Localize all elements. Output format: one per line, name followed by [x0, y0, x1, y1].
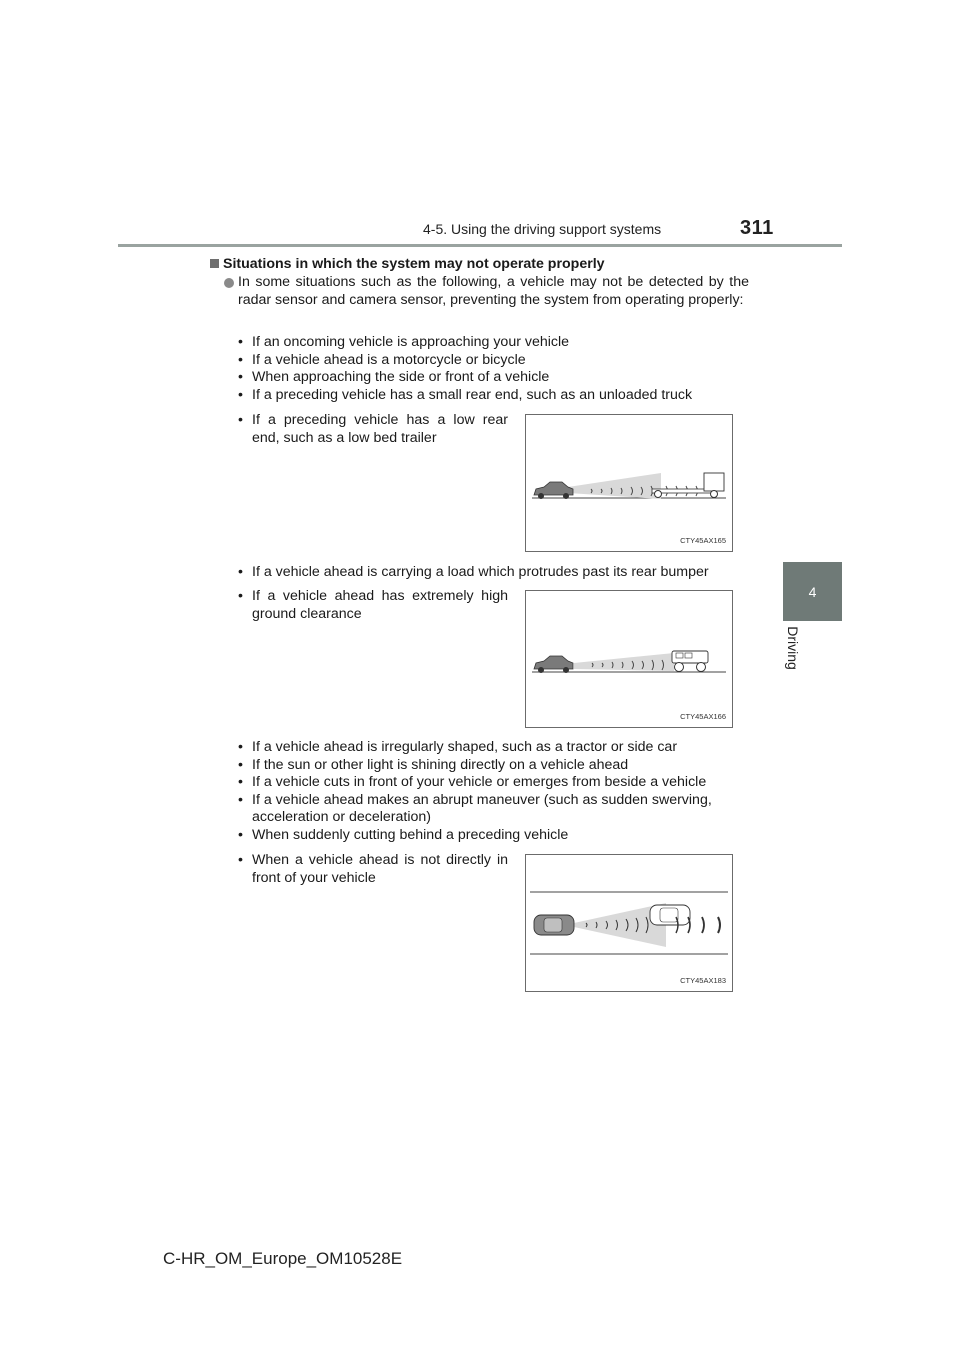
list-item: • If a preceding vehicle has a small rear end, such as an unloaded truck — [238, 387, 753, 405]
list-item: • When approaching the side or front of a vehicle — [238, 369, 753, 387]
chapter-label: Driving — [784, 626, 801, 670]
figure-high-clearance — [525, 590, 733, 728]
figure-code: CTY45AX183 — [680, 976, 726, 985]
bullet-list-high-clearance — [238, 588, 508, 623]
section-title: 4-5. Using the driving support systems — [423, 221, 662, 237]
own-car-icon — [534, 656, 573, 673]
list-item: • If a preceding vehicle has a low rear end, such as a low bed trailer — [238, 412, 508, 447]
square-bullet-icon — [210, 259, 219, 268]
figure-code: CTY45AX166 — [680, 712, 726, 721]
list-item: • When a vehicle ahead is not directly in front of your vehicle — [238, 852, 508, 887]
list-item: • If a vehicle ahead has extremely high ground clearance — [238, 588, 508, 623]
bullet-list-not-directly — [238, 852, 508, 887]
list-item: • If a vehicle ahead is a motorcycle or bicycle — [238, 352, 753, 370]
low-bed-trailer-illustration — [526, 415, 732, 551]
high-vehicle-icon — [672, 651, 708, 672]
figure-offset-vehicle — [525, 854, 733, 992]
chapter-number-tab — [783, 562, 842, 621]
figure-code: CTY45AX165 — [680, 536, 726, 545]
page-number: 311 — [740, 217, 774, 239]
vehicle-ahead-top-icon — [650, 905, 690, 925]
bullet-list-low-rear — [238, 412, 508, 447]
list-item: • If a vehicle ahead makes an abrupt maneuver (such as sudden swerving, acceleration or deceleration) — [238, 792, 758, 827]
bullet-list-1 — [238, 334, 753, 404]
list-item: • When suddenly cutting behind a preceding vehicle — [238, 827, 758, 845]
intro-bullet-icon — [224, 278, 234, 288]
bullet-list-2 — [238, 739, 758, 845]
own-car-top-icon — [534, 915, 574, 935]
high-clearance-illustration — [526, 591, 732, 727]
offset-vehicle-illustration — [526, 855, 732, 991]
list-item: • If a vehicle ahead is carrying a load which protrudes past its rear bumper — [238, 564, 758, 582]
section-heading: Situations in which the system may not operate properly — [210, 256, 605, 274]
list-item: • If a vehicle cuts in front of your vehicle or emerges from beside a vehicle — [238, 774, 758, 792]
document-id: C-HR_OM_Europe_OM10528E — [163, 1249, 403, 1268]
bullet-list-load — [238, 564, 758, 582]
chapter-number: 4 — [808, 583, 817, 600]
figure-low-bed-trailer — [525, 414, 733, 552]
list-item: • If an oncoming vehicle is approaching your vehicle — [238, 334, 753, 352]
header-divider — [118, 244, 842, 247]
list-item: • If a vehicle ahead is irregularly shaped, such as a tractor or side car — [238, 739, 758, 757]
intro-paragraph: In some situations such as the following, a vehicle may not be detected by the radar sensor and camera sensor, preventing the system from operating properly: — [238, 274, 749, 308]
truck-trailer-icon — [652, 473, 724, 498]
own-car-icon — [534, 482, 573, 499]
list-item: • If the sun or other light is shining directly on a vehicle ahead — [238, 757, 758, 775]
